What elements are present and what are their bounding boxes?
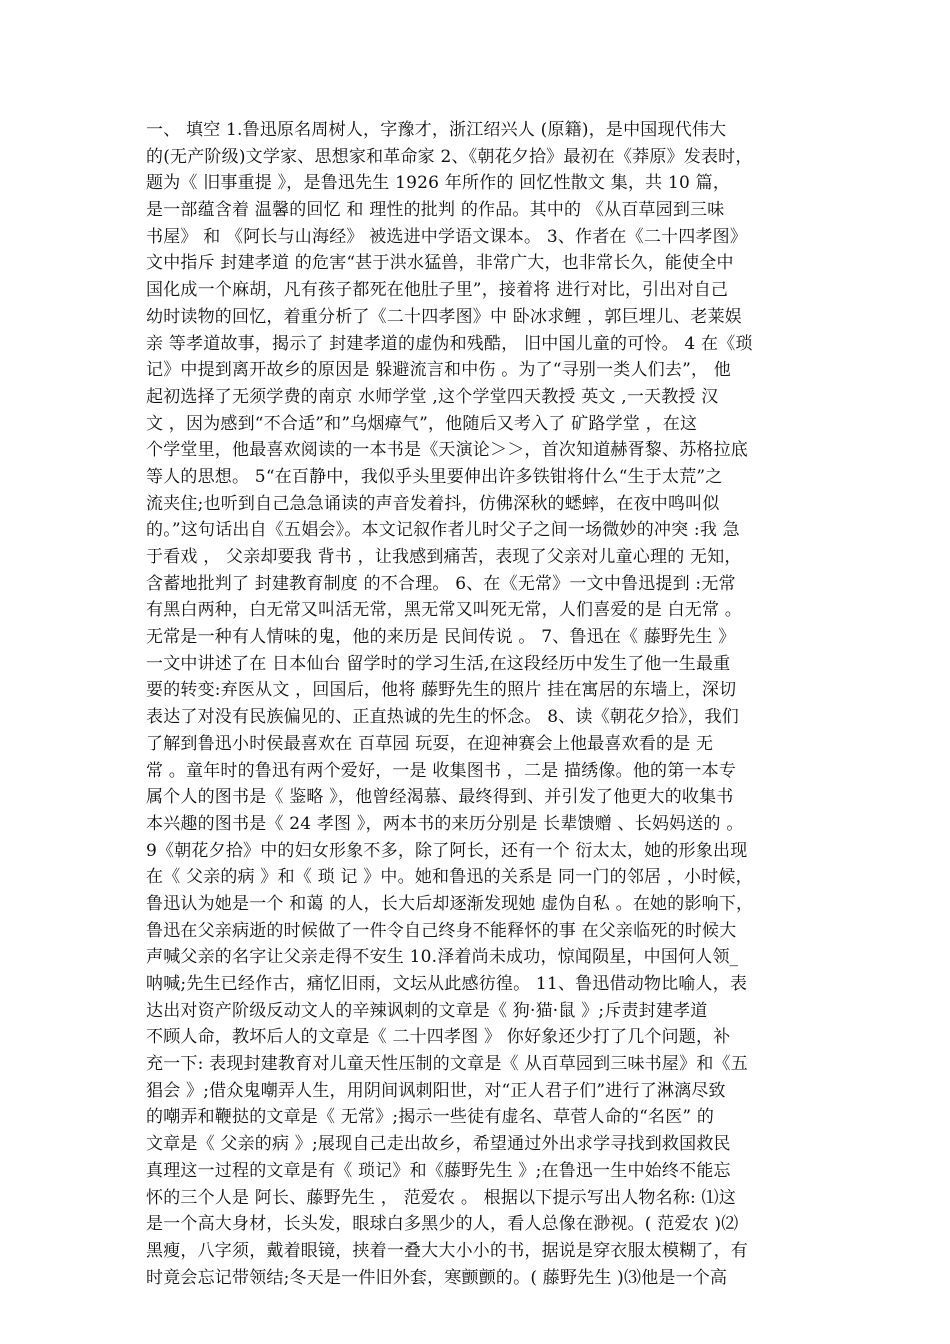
text-line: 亲 等孝道故事，揭示了 封建孝道的虚伪和残酷， 旧中国儿童的可怜。 4 在《琐 [146,333,753,354]
text-line: 在《 父亲的病 》和《 琐 记 》中。她和鲁迅的关系是 同一门的邻居 ，小时候， [146,867,753,888]
text-line: 本兴趣的图书是《 24 孝图 》，两本书的来历分别是 长辈馈赠 、长妈妈送的 。 [146,813,744,834]
text-line: 有黑白两种，白无常又叫活无常，黑无常又叫死无常，人们喜爱的是 白无常 。 [146,600,743,621]
text-line: 的(无产阶级)文学家、思想家和革命家 2、《朝花夕拾》最初在《莽原》发表时， [146,146,753,167]
text-line: 个学堂里，他最喜欢阅读的一本书是《天演论＞＞，首次知道赫胥黎、苏格拉底 [146,440,748,461]
text-line: 是一部蕴含着 温馨的回忆 和 理性的批判 的作品。其中的 《从百草园到三味 [146,200,725,221]
text-line: 不顾人命，教坏后人的文章是《 二十四孝图 》 你好象还少打了几个问题，补 [146,1027,731,1048]
text-line: 黑瘦，八字须，戴着眼镜，挟着一叠大大小小的书，据说是穿衣服太模糊了，有 [146,1240,748,1261]
text-line: 于看戏 ， 父亲却要我 背书 ，让我感到痛苦，表现了父亲对儿童心理的 无知， [146,547,742,567]
document-body [146,117,810,1291]
text-line: 常 。童年时的鲁迅有两个爱好，一是 收集图书 ，二是 描绣像。他的第一本专 [146,760,737,781]
text-line: 文 ，因为感到“不合适”和”乌烟瘴气”，他随后又考入了 矿路学堂 ，在这 [146,413,698,434]
text-line: 9《朝花夕拾》中的妇女形象不多，除了阿长，还有一个 衍太太，她的形象出现 [146,840,748,861]
text-line: 是一个高大身材，长头发，眼球白多黑少的人，看人总像在渺视。( 范爱农 )⑵ [146,1214,739,1235]
text-line: 表达了对没有民族偏见的、正直热诚的先生的怀念。 8、读《朝花夕拾》，我们 [146,707,739,728]
text-line: 充一下: 表现封建教育对儿童天性压制的文章是《 从百草园到三味书屋》和《五 [146,1054,748,1075]
text-line: 一文中讲述了在 日本仙台 留学时的学习生活,在这段经历中发生了他一生最重 [146,653,731,674]
text-line: 等人的思想。 5“在百静中，我似乎头里要伸出许多铁钳将什么“生于太荒”之 [146,466,723,487]
text-line: 一、 填空 1.鲁迅原名周树人，字豫才，浙江绍兴人 (原籍)，是中国现代伟大 [146,120,727,140]
text-line: 的嘲弄和鞭挞的文章是《 无常》;揭示一些徒有虚名、草菅人命的“名医” 的 [146,1107,715,1128]
text-line: 达出对资产阶级反动文人的辛辣讽刺的文章是《 狗·猫·鼠 》;斥责封建孝道 [146,1000,708,1021]
text-line: 题为《 旧事重提 》，是鲁迅先生 1926 年所作的 回忆性散文 集，共 10 篇， [146,173,731,194]
text-line: 鲁迅认为她是一个 和蔼 的人，长大后却逐渐发现她 虚伪自私 。在她的影响下， [146,893,754,914]
text-line: 怀的三个人是 阿长、藤野先生 ， 范爱农 。 根据以下提示写出人物名称: ⑴这 [146,1187,736,1208]
text-line: 了解到鲁迅小时侯最喜欢在 百草园 玩耍，在迎神赛会上他最喜欢看的是 无 [146,733,714,754]
text-line: 文中指斥 封建孝道 的危害“甚于洪水猛兽，非常广大，也非常长久，能使全中 [146,253,734,274]
text-line: 呐喊;先生已经作古，痛忆旧雨，文坛从此感彷徨。 11、鲁迅借动物比喻人，表 [146,974,748,994]
text-line: 起初选择了无须学费的南京 水师学堂 ,这个学堂四天教授 英文 ,一天教授 汉 [146,386,719,407]
text-line: 属个人的图书是《 鉴略 》，他曾经渴慕、最终得到、并引发了他更大的收集书 [146,787,734,808]
text-line: 记》中提到离开故乡的原因是 躲避流言和中伤 。为了“寻别一类人们去”， 他 [146,360,731,381]
text-line: 要的转变:弃医从文 ，回国后，他将 藤野先生的照片 挂在寓居的东墙上，深切 [146,680,737,701]
text-line: 含蓄地批判了 封建教育制度 的不合理。 6、在《无常》一文中鲁迅提到 :无常 [146,573,736,594]
text-line: 文章是《 父亲的病 》;展现自己走出故乡，希望通过外出求学寻找到救国救民 [146,1134,731,1155]
text-line: 幼时读物的回忆，着重分析了《二十四孝图》中 卧冰求鲤 ，郭巨埋儿、老莱娱 [146,306,743,327]
text-line: 真理这一过程的文章是有《 琐记》和《藤野先生 》;在鲁迅一生中始终不能忘 [146,1160,731,1181]
text-line: 书屋》 和 《阿长与山海经》 被选进中学语文课本。 3、作者在《二十四孝图》 [146,226,748,247]
text-line: 声喊父亲的名字让父亲走得不安生 10.泽着尚未成功，惊闻陨星，中国何人领_ [146,947,739,968]
text-line: 流夹住;也听到自己急急诵读的声音发着抖，仿佛深秋的蟋蟀，在夜中鸣叫似 [146,493,720,514]
text-line: 的。”这句话出自《五娼会》。本文记叙作者儿时父子之间一场微妙的冲突 :我 急 [146,520,740,541]
text-line: 无常是一种有人情味的鬼，他的来历是 民间传说 。 7、鲁迅在《 藤野先生 》 [146,627,736,648]
text-line: 猖会 》;借众鬼嘲弄人生，用阴间讽刺阳世，对“正人君子们”进行了淋漓尽致 [146,1080,726,1101]
text-line: 国化成一个麻胡，凡有孩子都死在他肚子里”，接着将 进行对比，引出对自己 [146,280,729,301]
text-line: 鲁迅在父亲病逝的时候做了一件令自己终身不能释怀的事 在父亲临死的时候大 [146,920,737,941]
text-line: 时竟会忘记带领结;冬天是一件旧外套，寒颤颤的。( 藤野先生 )⑶他是一个高 [146,1267,728,1288]
